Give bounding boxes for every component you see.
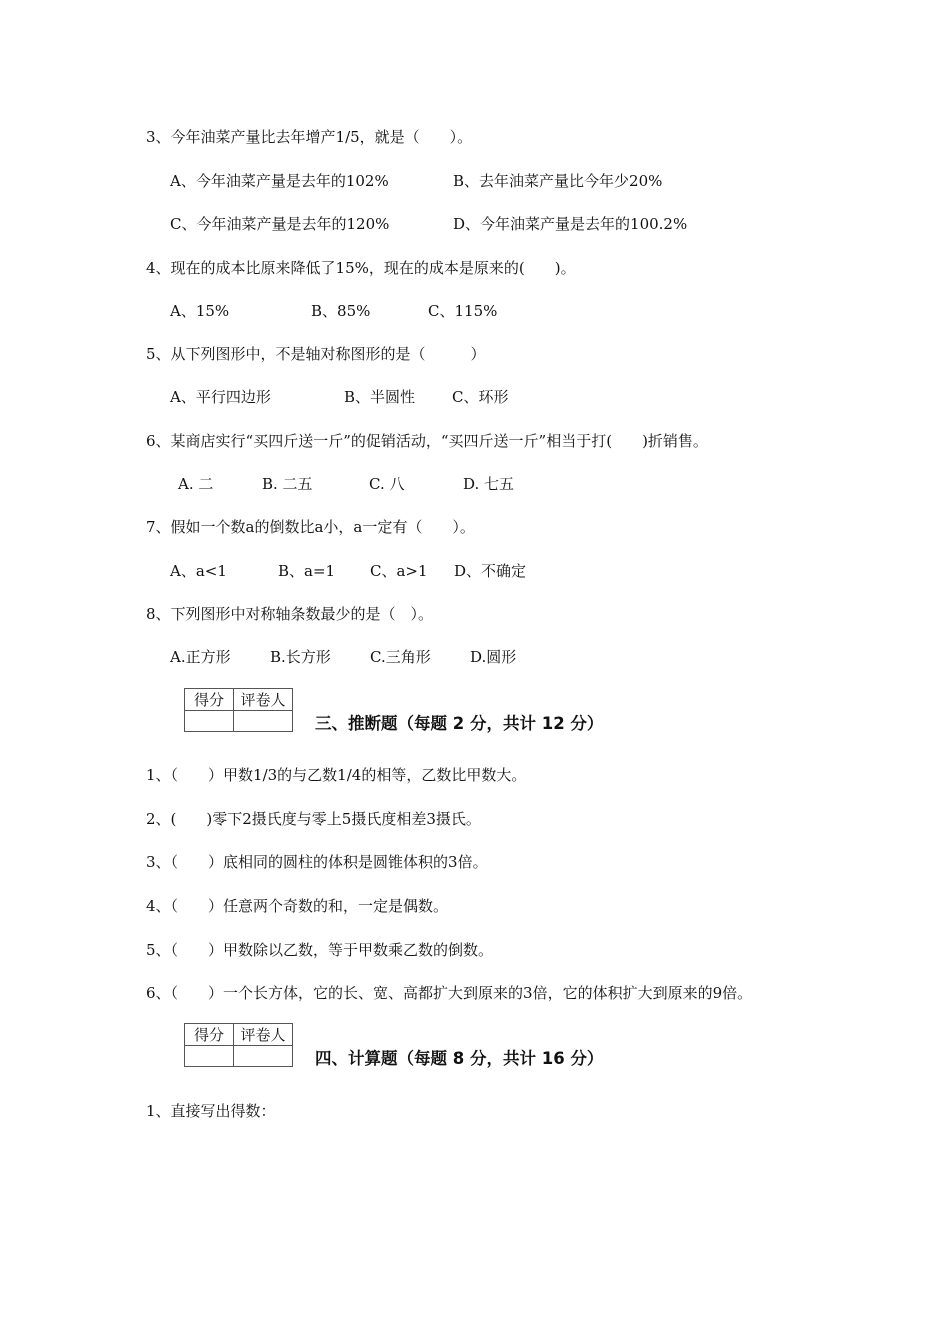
- section-4-title: 四、计算题（每题 8 分，共计 16 分）: [315, 1049, 604, 1068]
- option-3b: B、去年油菜产量比今年少20%: [453, 172, 663, 190]
- option-4c: C、115%: [428, 302, 498, 320]
- judge-item-5: 5、（ ）甲数除以乙数，等于甲数乘乙数的倒数。: [146, 941, 494, 959]
- score-box: [184, 688, 293, 732]
- calc-item-1: 1、直接写出得数：: [146, 1102, 276, 1120]
- option-6c: C. 八: [369, 475, 405, 493]
- score-box-cell-grader: [234, 711, 293, 732]
- option-3c: C、今年油菜产量是去年的120%: [170, 215, 390, 233]
- question-5: 5、从下列图形中，不是轴对称图形的是（ ）: [146, 345, 486, 363]
- option-8a: A.正方形: [170, 648, 231, 666]
- option-8d: D.圆形: [470, 648, 517, 666]
- option-8b: B.长方形: [270, 648, 331, 666]
- judge-item-6: 6、（ ）一个长方体，它的长、宽、高都扩大到原来的3倍，它的体积扩大到原来的9倍。: [146, 984, 753, 1002]
- question-3: 3、今年油菜产量比去年增产1/5，就是（ ）。: [146, 128, 473, 146]
- option-4a: A、15%: [170, 302, 230, 320]
- option-8c: C.三角形: [370, 648, 431, 666]
- question-4: 4、现在的成本比原来降低了15%，现在的成本是原来的( )。: [146, 259, 576, 277]
- option-7b: B、a=1: [278, 562, 336, 580]
- option-6b: B. 二五: [262, 475, 313, 493]
- option-5b: B、半圆性: [344, 388, 416, 406]
- question-7: 7、假如一个数a的倒数比a小，a一定有（ ）。: [146, 518, 475, 536]
- option-7d: D、不确定: [454, 562, 527, 580]
- option-6a: A. 二: [178, 475, 214, 493]
- score-box-2-label-grader: 评卷人: [234, 1024, 293, 1046]
- judge-item-1: 1、（ ）甲数1/3的与乙数1/4的相等，乙数比甲数大。: [146, 766, 527, 784]
- score-box-2-label-score: 得分: [185, 1024, 234, 1046]
- judge-item-4: 4、（ ）任意两个奇数的和，一定是偶数。: [146, 897, 449, 915]
- score-box-2: [184, 1023, 293, 1067]
- option-7c: C、a>1: [370, 562, 428, 580]
- judge-item-3: 3、（ ）底相同的圆柱的体积是圆锥体积的3倍。: [146, 853, 488, 871]
- score-box-label-grader: 评卷人: [234, 689, 293, 711]
- question-8: 8、下列图形中对称轴条数最少的是（ ）。: [146, 605, 434, 623]
- option-3d: D、今年油菜产量是去年的100.2%: [453, 215, 688, 233]
- option-5c: C、环形: [452, 388, 509, 406]
- score-box-cell-score: [185, 711, 234, 732]
- option-5a: A、平行四边形: [170, 388, 271, 406]
- score-box-label-score: 得分: [185, 689, 234, 711]
- option-4b: B、85%: [311, 302, 371, 320]
- score-box-2-cell-grader: [234, 1046, 293, 1067]
- section-3-title: 三、推断题（每题 2 分，共计 12 分）: [315, 714, 604, 733]
- option-6d: D. 七五: [463, 475, 515, 493]
- option-7a: A、a<1: [170, 562, 227, 580]
- judge-item-2: 2、( )零下2摄氏度与零上5摄氏度相差3摄氏。: [146, 810, 481, 828]
- question-6: 6、某商店实行“买四斤送一斤”的促销活动，“买四斤送一斤”相当于打( )折销售。: [146, 432, 708, 450]
- score-box-2-cell-score: [185, 1046, 234, 1067]
- option-3a: A、今年油菜产量是去年的102%: [170, 172, 389, 190]
